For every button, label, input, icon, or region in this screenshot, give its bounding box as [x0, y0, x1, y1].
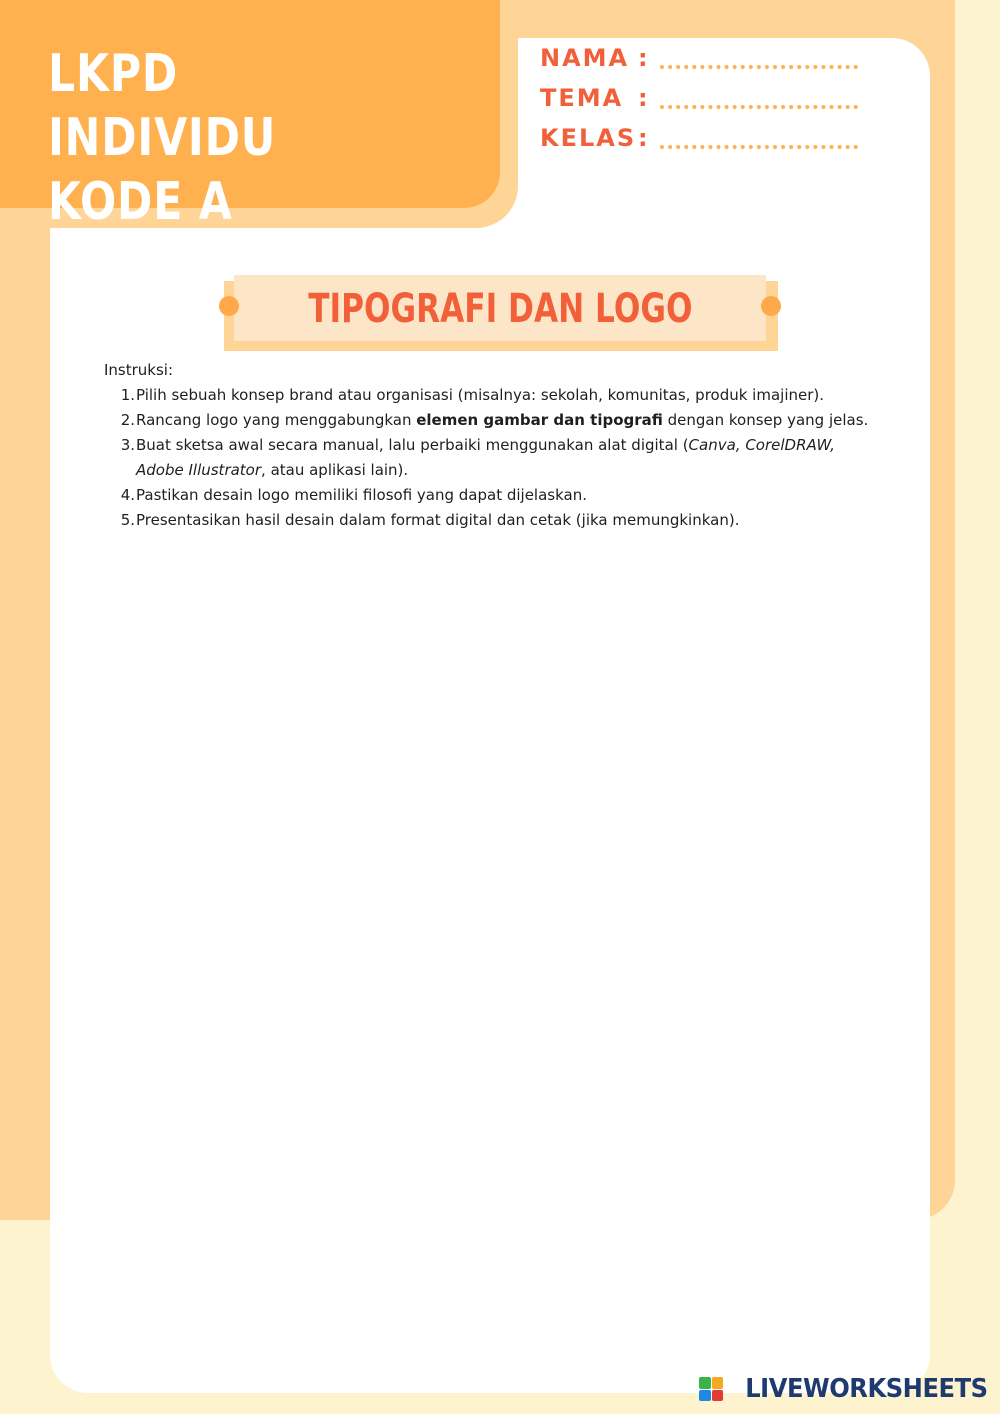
item-number: 5. — [120, 511, 135, 529]
header-block — [0, 0, 500, 232]
list-item — [104, 508, 874, 533]
liveworksheets-logo-icon — [699, 1377, 723, 1401]
name-field[interactable] — [540, 38, 870, 78]
class-label: KELAS — [540, 124, 637, 152]
section-title — [222, 285, 778, 333]
name-label: NAMA — [540, 44, 630, 72]
item-number: 1. — [120, 386, 135, 404]
list-item — [104, 483, 874, 508]
liveworksheets-watermark — [699, 1374, 988, 1404]
item-number: 4. — [120, 486, 135, 504]
list-item — [104, 433, 874, 483]
class-field[interactable] — [540, 118, 870, 158]
theme-colon: : — [638, 84, 650, 112]
item-text — [136, 433, 874, 483]
item-number: 3. — [120, 436, 135, 454]
item-text-part: dengan konsep yang jelas. — [662, 411, 869, 429]
class-colon: : — [638, 124, 650, 152]
worksheet-paper — [50, 38, 930, 1393]
watermark-text: LIVEWORKSHEETS — [745, 1374, 988, 1404]
list-item — [104, 383, 874, 408]
item-text-italic: Canva, CorelDRAW, Adobe Illustrator — [136, 436, 835, 479]
item-text: Pastikan desain logo memiliki filosofi yang dapat dijelaskan. — [136, 486, 587, 504]
instructions-list — [104, 383, 874, 533]
identity-fields — [540, 38, 870, 158]
item-text — [136, 408, 874, 433]
theme-label: TEMA — [540, 84, 624, 112]
theme-input-line[interactable] — [660, 101, 858, 109]
worksheet-title-line2: KODE A — [48, 172, 233, 232]
instructions — [104, 358, 874, 533]
name-input-line[interactable] — [660, 61, 858, 69]
item-text: Pilih sebuah konsep brand atau organisasi (misalnya: sekolah, komunitas, produk imajiner). — [136, 386, 825, 404]
class-input-line[interactable] — [660, 141, 858, 149]
item-text-part: , atau aplikasi lain). — [261, 461, 409, 479]
item-text: Presentasikan hasil desain dalam format digital dan cetak (jika memungkinkan). — [136, 511, 740, 529]
list-item — [104, 408, 874, 433]
theme-field[interactable] — [540, 78, 870, 118]
item-number: 2. — [120, 411, 135, 429]
worksheet-title-line1: LKPD INDIVIDU — [48, 44, 277, 168]
item-text-part: Buat sketsa awal secara manual, lalu perbaiki menggunakan alat digital ( — [136, 436, 689, 454]
worksheet-title — [48, 42, 419, 234]
item-text-bold: elemen gambar dan tipografi — [416, 411, 663, 429]
item-text-part: Rancang logo yang menggabungkan — [136, 411, 417, 429]
name-colon: : — [638, 44, 650, 72]
instructions-heading: Instruksi: — [104, 361, 174, 379]
section-title-text: TIPOGRAFI DAN LOGO — [307, 286, 693, 332]
section-title-banner — [222, 275, 778, 351]
